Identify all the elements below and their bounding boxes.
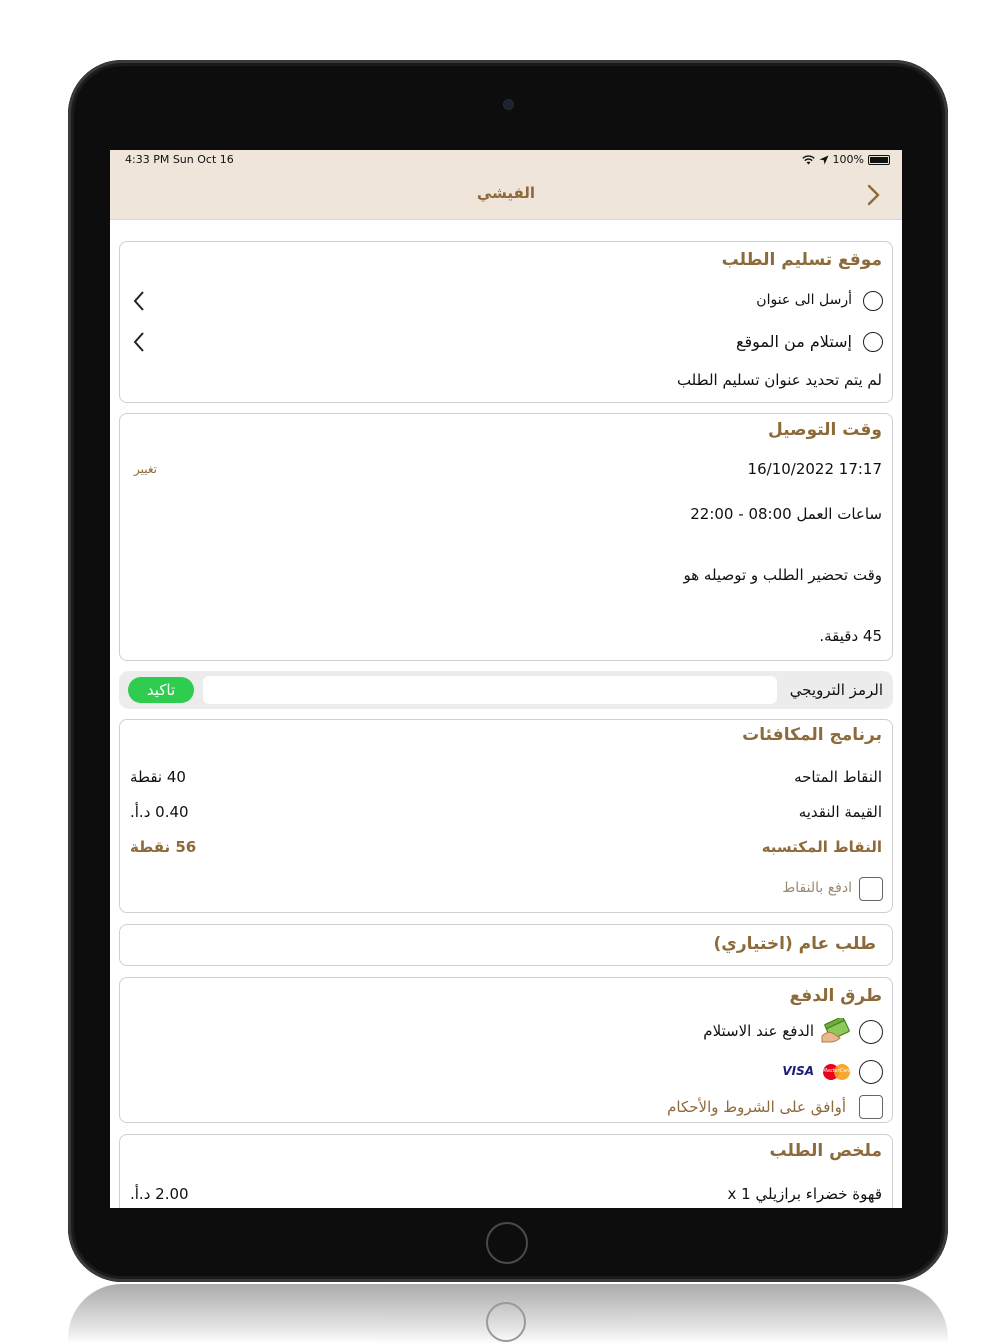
send-to-address-radio[interactable] [863,291,883,311]
pickup-label: إستلام من الموقع [735,332,852,351]
prep-minutes: 45 دقيقة. [819,627,882,645]
working-hours: ساعات العمل 08:00 - 22:00 [690,505,882,523]
camera-dot [504,100,513,109]
battery-percent: 100% [832,153,864,166]
rewards-card [119,719,893,913]
general-request-title: طلب عام (اختياري) [713,934,876,954]
promo-confirm-button[interactable]: تاكيد [128,677,194,703]
nav-bar [110,170,902,220]
cash-on-delivery-radio[interactable] [859,1020,883,1044]
payment-methods-card [119,977,893,1123]
terms-label[interactable]: أوافق على الشروط والأحكام [667,1098,846,1116]
delivery-location-card [119,241,893,403]
pay-with-points-checkbox[interactable] [859,877,883,901]
card-payment-radio[interactable] [859,1060,883,1084]
reflection-home-button [486,1302,526,1342]
status-bar [110,150,902,170]
promo-code-input[interactable] [203,676,777,704]
summary-item-price: 2.00 د.أ. [130,1185,189,1203]
chevron-left-icon[interactable] [132,331,146,353]
cash-value-amount: 0.40 د.أ. [130,803,189,821]
cash-money-icon [820,1018,850,1044]
promo-code-label: الرمز الترويجي [789,681,883,699]
battery-icon [868,155,890,165]
pay-with-points-label: ادفع بالنقاط [782,880,852,896]
mastercard-icon [822,1063,852,1081]
no-address-text: لم يتم تحديد عنوان تسليم الطلب [676,371,882,389]
app-logo: الفيشي [476,184,536,202]
promo-code-bar [119,671,893,709]
mastercard-text: MasterCard [822,1068,852,1074]
cash-on-delivery-label: الدفع عند الاستلام [703,1022,814,1040]
chevron-left-icon[interactable] [132,290,146,312]
change-time-link[interactable]: تغيير [134,462,157,476]
available-points-label: النقاط المتاحه [794,768,882,786]
delivery-time-card [119,413,893,661]
rewards-title: برنامج المكافئات [742,725,882,745]
order-summary-title: ملخص الطلب [769,1141,882,1161]
summary-item-name: قهوة خضراء برازيلي x 1 [727,1185,882,1203]
prep-time-text: وقت تحضير الطلب و توصيله هو [683,566,882,584]
delivery-datetime: 16/10/2022 17:17 [747,460,882,478]
checkout-content [110,220,902,1208]
delivery-location-title: موقع تسليم الطلب [721,250,882,270]
wifi-icon [802,155,815,165]
send-to-address-label: أرسل الى عنوان [756,292,852,308]
available-points-value: 40 نقطة [130,768,186,786]
earned-points-value: 56 نقطة [130,838,197,856]
chevron-right-icon[interactable] [862,182,884,208]
location-arrow-icon [819,155,829,165]
payment-methods-title: طرق الدفع [789,986,882,1006]
ipad-reflection [68,1284,948,1344]
status-right [802,153,890,166]
order-summary-card [119,1134,893,1208]
terms-checkbox[interactable] [859,1095,883,1119]
cash-value-label: القيمة النقديه [798,803,882,821]
visa-icon: VISA [782,1064,814,1078]
general-request-card[interactable] [119,924,893,966]
delivery-time-title: وقت التوصيل [768,420,882,440]
pickup-radio[interactable] [863,332,883,352]
earned-points-label: النقاط المكتسبه [761,838,882,856]
status-time: 4:33 PM Sun Oct 16 [125,153,234,166]
home-button[interactable] [486,1222,528,1264]
app-screen [110,150,902,1208]
